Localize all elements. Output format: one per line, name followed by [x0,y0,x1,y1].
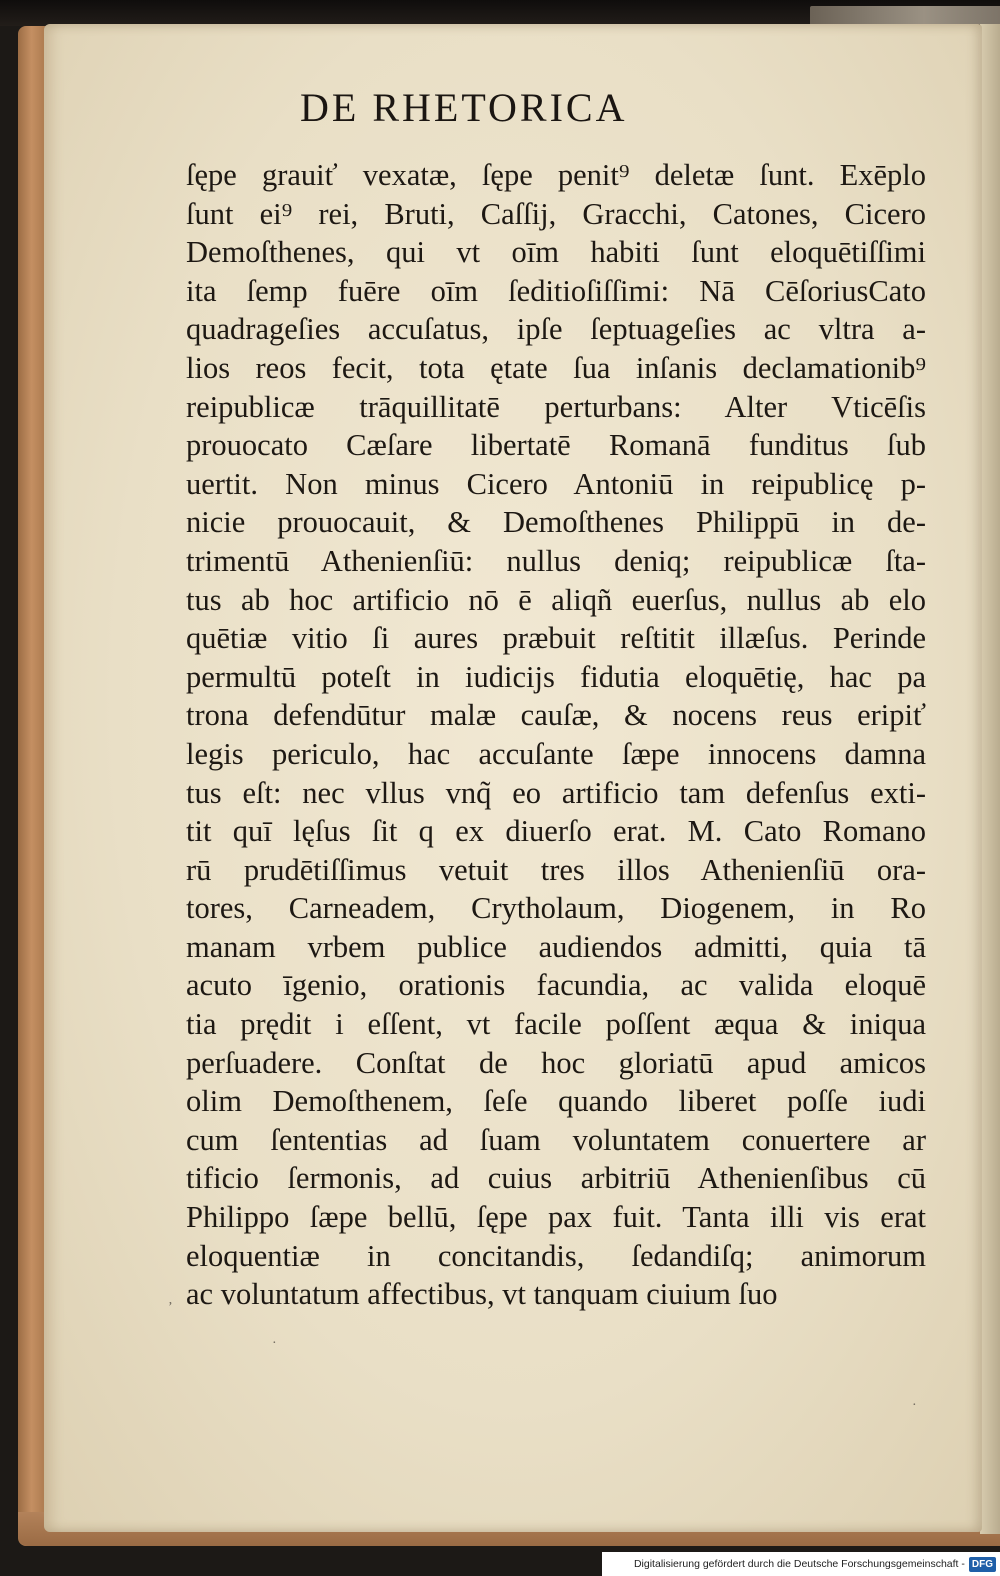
text-line: nicie prouocauit, & Demoſthenes Philippū in de- [186,505,926,540]
stray-mark: ʼ [168,1300,173,1315]
page-fore-edge [980,24,1000,1534]
text-line: lios reos fecit, tota ętate ſua inſanis declamationib⁹ [186,350,926,385]
text-line: tus eſt: nec vllus vnq̃ eo artificio tam defenſus exti- [186,775,926,810]
text-line: trimentū Athenienſiū: nullus deniq; reipublicæ ſta- [186,543,926,578]
text-line: quadrageſies accuſatus, ipſe ſeptuageſies ac vltra a- [186,312,926,347]
text-line: ſępe grauiť vexatæ, ſępe penit⁹ deletæ ſunt. Exēplo [186,158,926,192]
text-line: tus ab hoc artificio nō ē aliqñ euerſus, nullus ab elo [186,582,926,617]
text-line: ita ſemp fuēre oīm ſeditioſiſſimi: Nā CēſoriusCato [186,273,926,308]
text-line: Demoſthenes, qui vt oīm habiti ſunt eloquētiſſimi [186,235,926,270]
text-line: uertit. Non minus Cicero Antoniū in reipublicę p- [186,466,926,501]
digitization-credit-banner [602,1552,1000,1576]
text-line: permultū poteſt in iudicijs fidutia eloquētię, hac pa [186,659,926,694]
text-line: prouocato Cæſare libertatē Romanā funditus ſub [186,428,926,463]
text-line: eloquentiæ in concitandis, ſedandiſq; animorum [186,1238,926,1273]
text-line: tificio ſermonis, ad cuius arbitriū Athenienſibus cū [186,1161,926,1196]
body-text [186,156,926,1314]
digitization-credit-text: Digitalisierung gefördert durch die Deutsche Forschungsgemeinschaft - [633,1558,965,1570]
text-line: trona defendūtur malæ cauſæ, & nocens reus eripiť [186,698,926,733]
stray-mark: · [912,1398,917,1413]
next-page-edge [810,6,1000,24]
running-head: DE RHETORICA [300,85,628,130]
text-line: rū prudētiſſimus vetuit tres illos Athenienſiū ora- [186,852,926,887]
text-line: perſuadere. Conſtat de hoc gloriatū apud amicos [186,1045,926,1080]
text-line: tit quī lęſus ſit q ex diuerſo erat. M. Cato Romano [186,814,926,849]
text-line: ac voluntatum affectibus, vt tanquam ciuium ſuo [186,1277,778,1312]
text-line: reipublicæ trāquillitatē perturbans: Alter Vticēſis [186,389,926,424]
text-line: acuto īgenio, orationis facundia, ac valida eloquē [186,968,926,1003]
dfg-logo-icon: DFG [969,1557,996,1572]
text-line: Philippo ſæpe bellū, ſępe pax fuit. Tanta illi vis erat [186,1200,926,1235]
text-line: quētiæ vitio ſi aures præbuit reſtitit illæſus. Perinde [186,621,926,656]
text-line: olim Demoſthenem, ſeſe quando liberet poſſe iudi [186,1084,926,1119]
text-line: legis periculo, hac accuſante ſæpe innocens damna [186,736,926,771]
text-line: tia prędit i eſſent, vt facile poſſent æqua & iniqua [186,1007,926,1042]
text-line: ſunt ei⁹ rei, Bruti, Caſſij, Gracchi, Catones, Cicero [186,196,926,231]
text-line: tores, Carneadem, Crytholaum, Diogenem, in Ro [186,891,926,926]
text-line: manam vrbem publice audiendos admitti, quia tā [186,929,926,964]
text-line: cum ſententias ad ſuam voluntatem conuertere ar [186,1122,926,1157]
stray-mark: · [272,1336,277,1351]
